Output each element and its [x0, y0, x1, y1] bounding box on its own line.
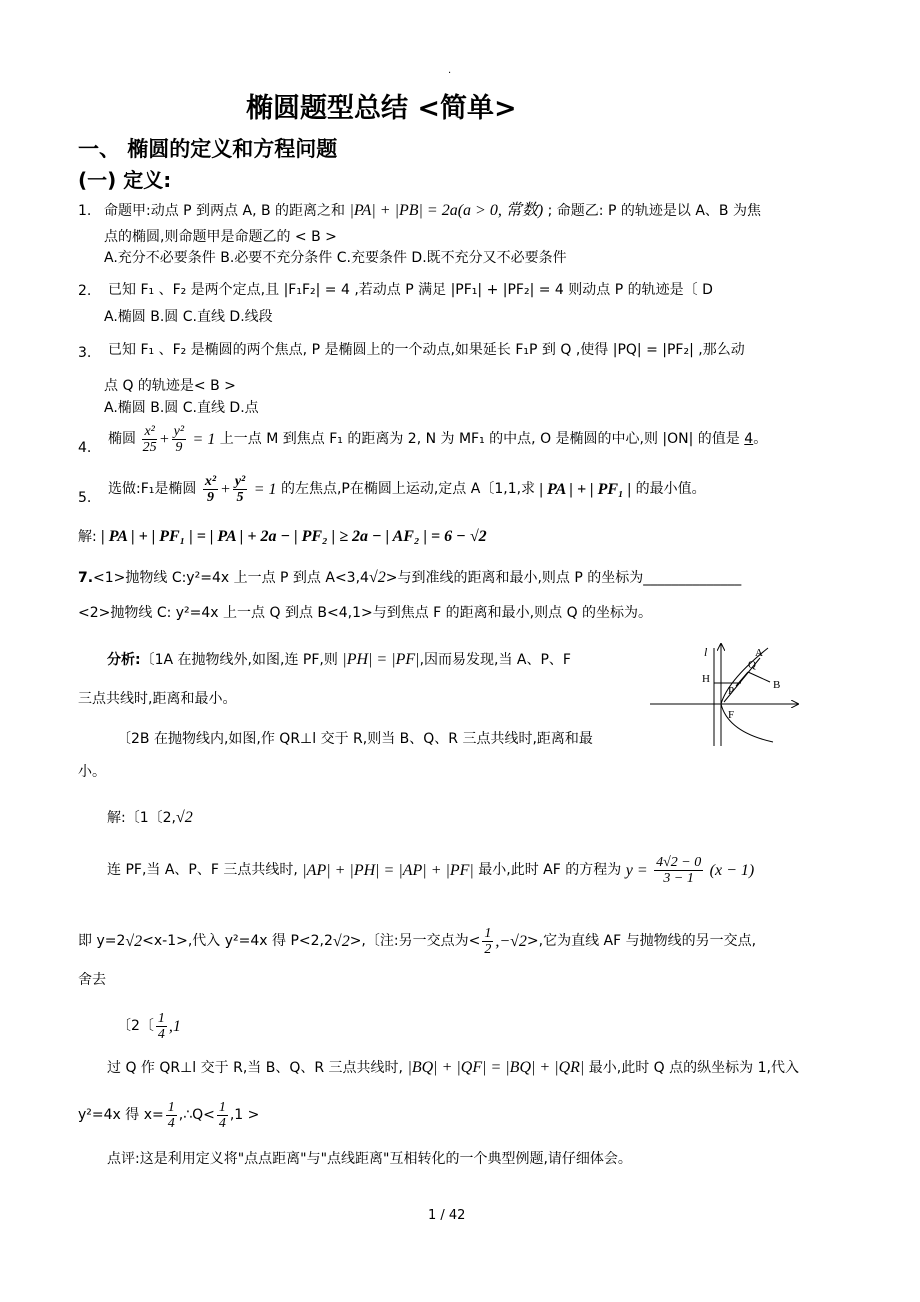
- sol7-x-num: 1: [167, 1100, 175, 1115]
- sol7-2d: √2: [332, 932, 350, 950]
- sol7-slope-den: 3 − 1: [663, 871, 694, 887]
- q7-number: 7.: [78, 570, 94, 586]
- q5-frac-x-num: x²: [204, 474, 217, 489]
- sol7-3a: 过 Q 作 QR⊥l 交于 R,当 B、Q、R 三点共线时,: [107, 1060, 403, 1076]
- q1-text-b: ; 命题乙: P 的轨迹是以 A、B 为焦: [547, 203, 761, 219]
- q5-eq: = 1: [253, 480, 277, 498]
- sol7-4c: ,1 >: [229, 1107, 260, 1124]
- q5-frac-y-den: 5: [236, 490, 244, 506]
- line-pq: [736, 672, 748, 686]
- analysis-line1: [107, 650, 571, 670]
- q1-formula: |PA| + |PB| = 2a(a > 0, 常数): [349, 202, 544, 219]
- sol7-label-line: [107, 808, 193, 828]
- sol7-p2-den: 4: [157, 1027, 165, 1043]
- sol7-line2-end: 舍去: [78, 972, 106, 988]
- label-q: Q: [748, 659, 756, 671]
- q3-number: 3.: [78, 345, 92, 361]
- sol7-x-den: 4: [167, 1116, 175, 1132]
- sol7-half-den: 2: [484, 942, 492, 958]
- q1-number: 1.: [78, 203, 92, 219]
- sol7-4a: y²=4x 得 x=: [78, 1107, 164, 1124]
- sol7-part2: [117, 1011, 181, 1043]
- q3-text: 已知 F₁ 、F₂ 是椭圆的两个焦点, P 是椭圆上的一个动点,如果延长 F₁P 到 Q ,使得 |PQ| = |PF₂| ,那么动: [108, 342, 745, 358]
- q7-line2: <2>抛物线 C: y²=4x 上一点 Q 到点 B<4,1>与到焦点 F 的距离和最小,则点 Q 的坐标为。: [78, 605, 653, 621]
- q4-pre: 椭圆: [108, 431, 136, 448]
- sol7-half-num: 1: [484, 926, 492, 941]
- sol5-label: 解:: [78, 529, 97, 545]
- q2-text: 已知 F₁ 、F₂ 是两个定点,且 |F₁F₂| = 4 ,若动点 P 满足 |PF₁| + |PF₂| = 4 则动点 P 的轨迹是〔 D: [108, 282, 713, 298]
- sol7-p2-end: ,1: [168, 1017, 181, 1035]
- comment: 点评:这是利用定义将"点点距离"与"点线距离"互相转化的一个典型例题,请仔细体会。: [107, 1151, 632, 1167]
- q4-answer: 4: [744, 431, 754, 448]
- analysis-line4: 小。: [78, 764, 106, 780]
- sol7-2f: ,−√2: [495, 932, 527, 950]
- label-b: B: [773, 679, 781, 691]
- sol5-line: [78, 527, 487, 547]
- q2-number: 2.: [78, 283, 92, 299]
- analysis-line2: 三点共线时,距离和最小。: [78, 691, 237, 707]
- q1-text-a: 命题甲:动点 P 到两点 A, B 的距离之和: [104, 203, 346, 219]
- q7-line1b: √2: [368, 569, 386, 586]
- sol7-half-frac: [482, 926, 493, 958]
- line-qb: [748, 672, 770, 682]
- q5-frac-y: [233, 474, 247, 506]
- q5-frac-y-num: y²: [234, 474, 246, 489]
- subsection-heading: (一) 定义:: [78, 168, 172, 192]
- sol7-label: 解:〔1〔2,: [107, 810, 176, 826]
- sol7-p2-num: 1: [157, 1011, 165, 1026]
- sol7-line3: [107, 1058, 799, 1078]
- q4-line: 椭圆 $\frac{\text{x²}}{25}$ + $\frac{\text{y²}}{9}$ = 1 上一点 M 到焦点 F₁ 的距离为 2, N 为 MF₁ 的中点, O 是椭圆的中心,则 |ON| 的值是 4。: [108, 424, 768, 456]
- analysis-line3: 〔2B 在抛物线内,如图,作 QR⊥l 交于 R,则当 B、Q、R 三点共线时,距离和最: [117, 731, 593, 747]
- q7-line1: [93, 568, 741, 588]
- sol7-q-num: 1: [218, 1100, 226, 1115]
- q4-frac-y: [172, 424, 186, 456]
- label-h: H: [702, 673, 710, 685]
- sol7-formula: |AP| + |PH| = |AP| + |PF|: [302, 861, 474, 879]
- sol7-x-frac: [166, 1100, 177, 1132]
- sol7-line1: [107, 855, 754, 887]
- sol7-2g: >,它为直线 AF 与抛物线的另一交点,: [526, 933, 757, 950]
- sol7-2c: <x-1>,代入 y²=4x 得 P<2,2: [142, 933, 333, 950]
- sol7-val: √2: [175, 809, 193, 826]
- q1-line1: [104, 201, 761, 221]
- q5-frac-x: [203, 474, 218, 506]
- q1-options: A.充分不必要条件 B.必要不充分条件 C.充要条件 D.既不充分又不必要条件: [104, 250, 567, 266]
- analysis-formula: |PH| = |PF|: [342, 651, 420, 668]
- sol7-line4: [78, 1100, 259, 1132]
- page-footer: 1 / 42: [428, 1208, 466, 1223]
- q4-text: 上一点 M 到焦点 F₁ 的距离为 2, N 为 MF₁ 的中点, O 是椭圆的中心,则 |ON| 的值是: [219, 431, 740, 448]
- q4-eq: = 1: [192, 430, 216, 448]
- q7-line1c: >与到准线的距离和最小,则点 P 的坐标为______________: [385, 570, 742, 586]
- sol7-2e: >,〔注:另一交点为<: [349, 933, 481, 950]
- parabola-figure: [648, 640, 803, 750]
- q7-line1a: <1>抛物线 C:y²=4x 上一点 P 到点 A<3,4: [93, 570, 369, 586]
- label-l: l: [704, 645, 708, 659]
- q5-frac-x-den: 9: [206, 490, 214, 506]
- label-p: P: [728, 685, 735, 697]
- sol7-line2: [78, 926, 756, 958]
- q5-expr: | PA | + | PF₁ |: [539, 480, 632, 498]
- q5-number: 5.: [78, 490, 92, 506]
- q4-number: 4.: [78, 440, 92, 456]
- q5-end: 的最小值。: [635, 481, 706, 498]
- sol7-q-frac: [217, 1100, 228, 1132]
- q4-frac-x-num: x²: [144, 424, 155, 439]
- analysis-text-c: ,因而易发现,当 A、P、F: [419, 652, 571, 668]
- sol7-q-den: 4: [218, 1116, 226, 1132]
- sol7-text-a: 连 PF,当 A、P、F 三点共线时,: [107, 862, 298, 879]
- section-heading: 一、 椭圆的定义和方程问题: [78, 137, 338, 161]
- page-title: 椭圆题型总结 <简单>: [246, 93, 517, 124]
- sol7-2b: √2: [125, 932, 143, 950]
- sol7-p2-label: 〔2〔: [117, 1018, 154, 1035]
- q4-frac-y-den: 9: [175, 440, 183, 456]
- sol7-slope-frac: [654, 855, 703, 887]
- sol7-yeq: y =: [625, 861, 648, 879]
- analysis-label: 分析:: [107, 652, 141, 668]
- sol5-expr: | PA | + | PF₁ | = | PA | + 2a − | PF₂ | ≥ 2a − | AF₂ | = 6 − √2: [101, 528, 487, 545]
- q5-line: 选做:F₁是椭圆 $\frac{\text{x²}}{9}$ + $\frac{\text{y²}}{5}$ = 1 的左焦点,P在椭圆上运动,定点 A〔1,1,求 | PA | + | PF₁ | 的最小值。: [108, 474, 706, 506]
- q5-pre: 选做:F₁是椭圆: [108, 481, 197, 498]
- q4-frac-x: [142, 424, 156, 456]
- sol7-p2-frac: [156, 1011, 167, 1043]
- sol7-text-c: 最小,此时 AF 的方程为: [478, 862, 622, 879]
- sol7-xm1: (x − 1): [709, 861, 755, 879]
- q2-options: A.椭圆 B.圆 C.直线 D.线段: [104, 309, 273, 325]
- header-dot: ·: [448, 68, 452, 79]
- q3-options: A.椭圆 B.圆 C.直线 D.点: [104, 400, 259, 416]
- sol7-4b: ,∴Q<: [178, 1107, 215, 1124]
- q3-line2: 点 Q 的轨迹是< B >: [104, 378, 236, 394]
- q4-frac-y-num: y²: [173, 424, 185, 439]
- label-f: F: [728, 709, 735, 721]
- q5-text: 的左焦点,P在椭圆上运动,定点 A〔1,1,求: [280, 481, 536, 498]
- q1-line2: 点的椭圆,则命题甲是命题乙的 < B >: [104, 229, 337, 245]
- q4-end: 。: [753, 431, 768, 448]
- analysis-text-a: 〔1A 在抛物线外,如图,连 PF,则: [140, 652, 338, 668]
- sol7-2a: 即 y=2: [78, 933, 126, 950]
- q4-frac-x-den: 25: [142, 440, 157, 456]
- sol7-3c: 最小,此时 Q 点的纵坐标为 1,代入: [588, 1060, 799, 1076]
- sol7-slope-num: 4√2 − 0: [656, 855, 702, 870]
- sol7-3b: |BQ| + |QF| = |BQ| + |QR|: [407, 1059, 585, 1076]
- label-a: A: [755, 647, 763, 659]
